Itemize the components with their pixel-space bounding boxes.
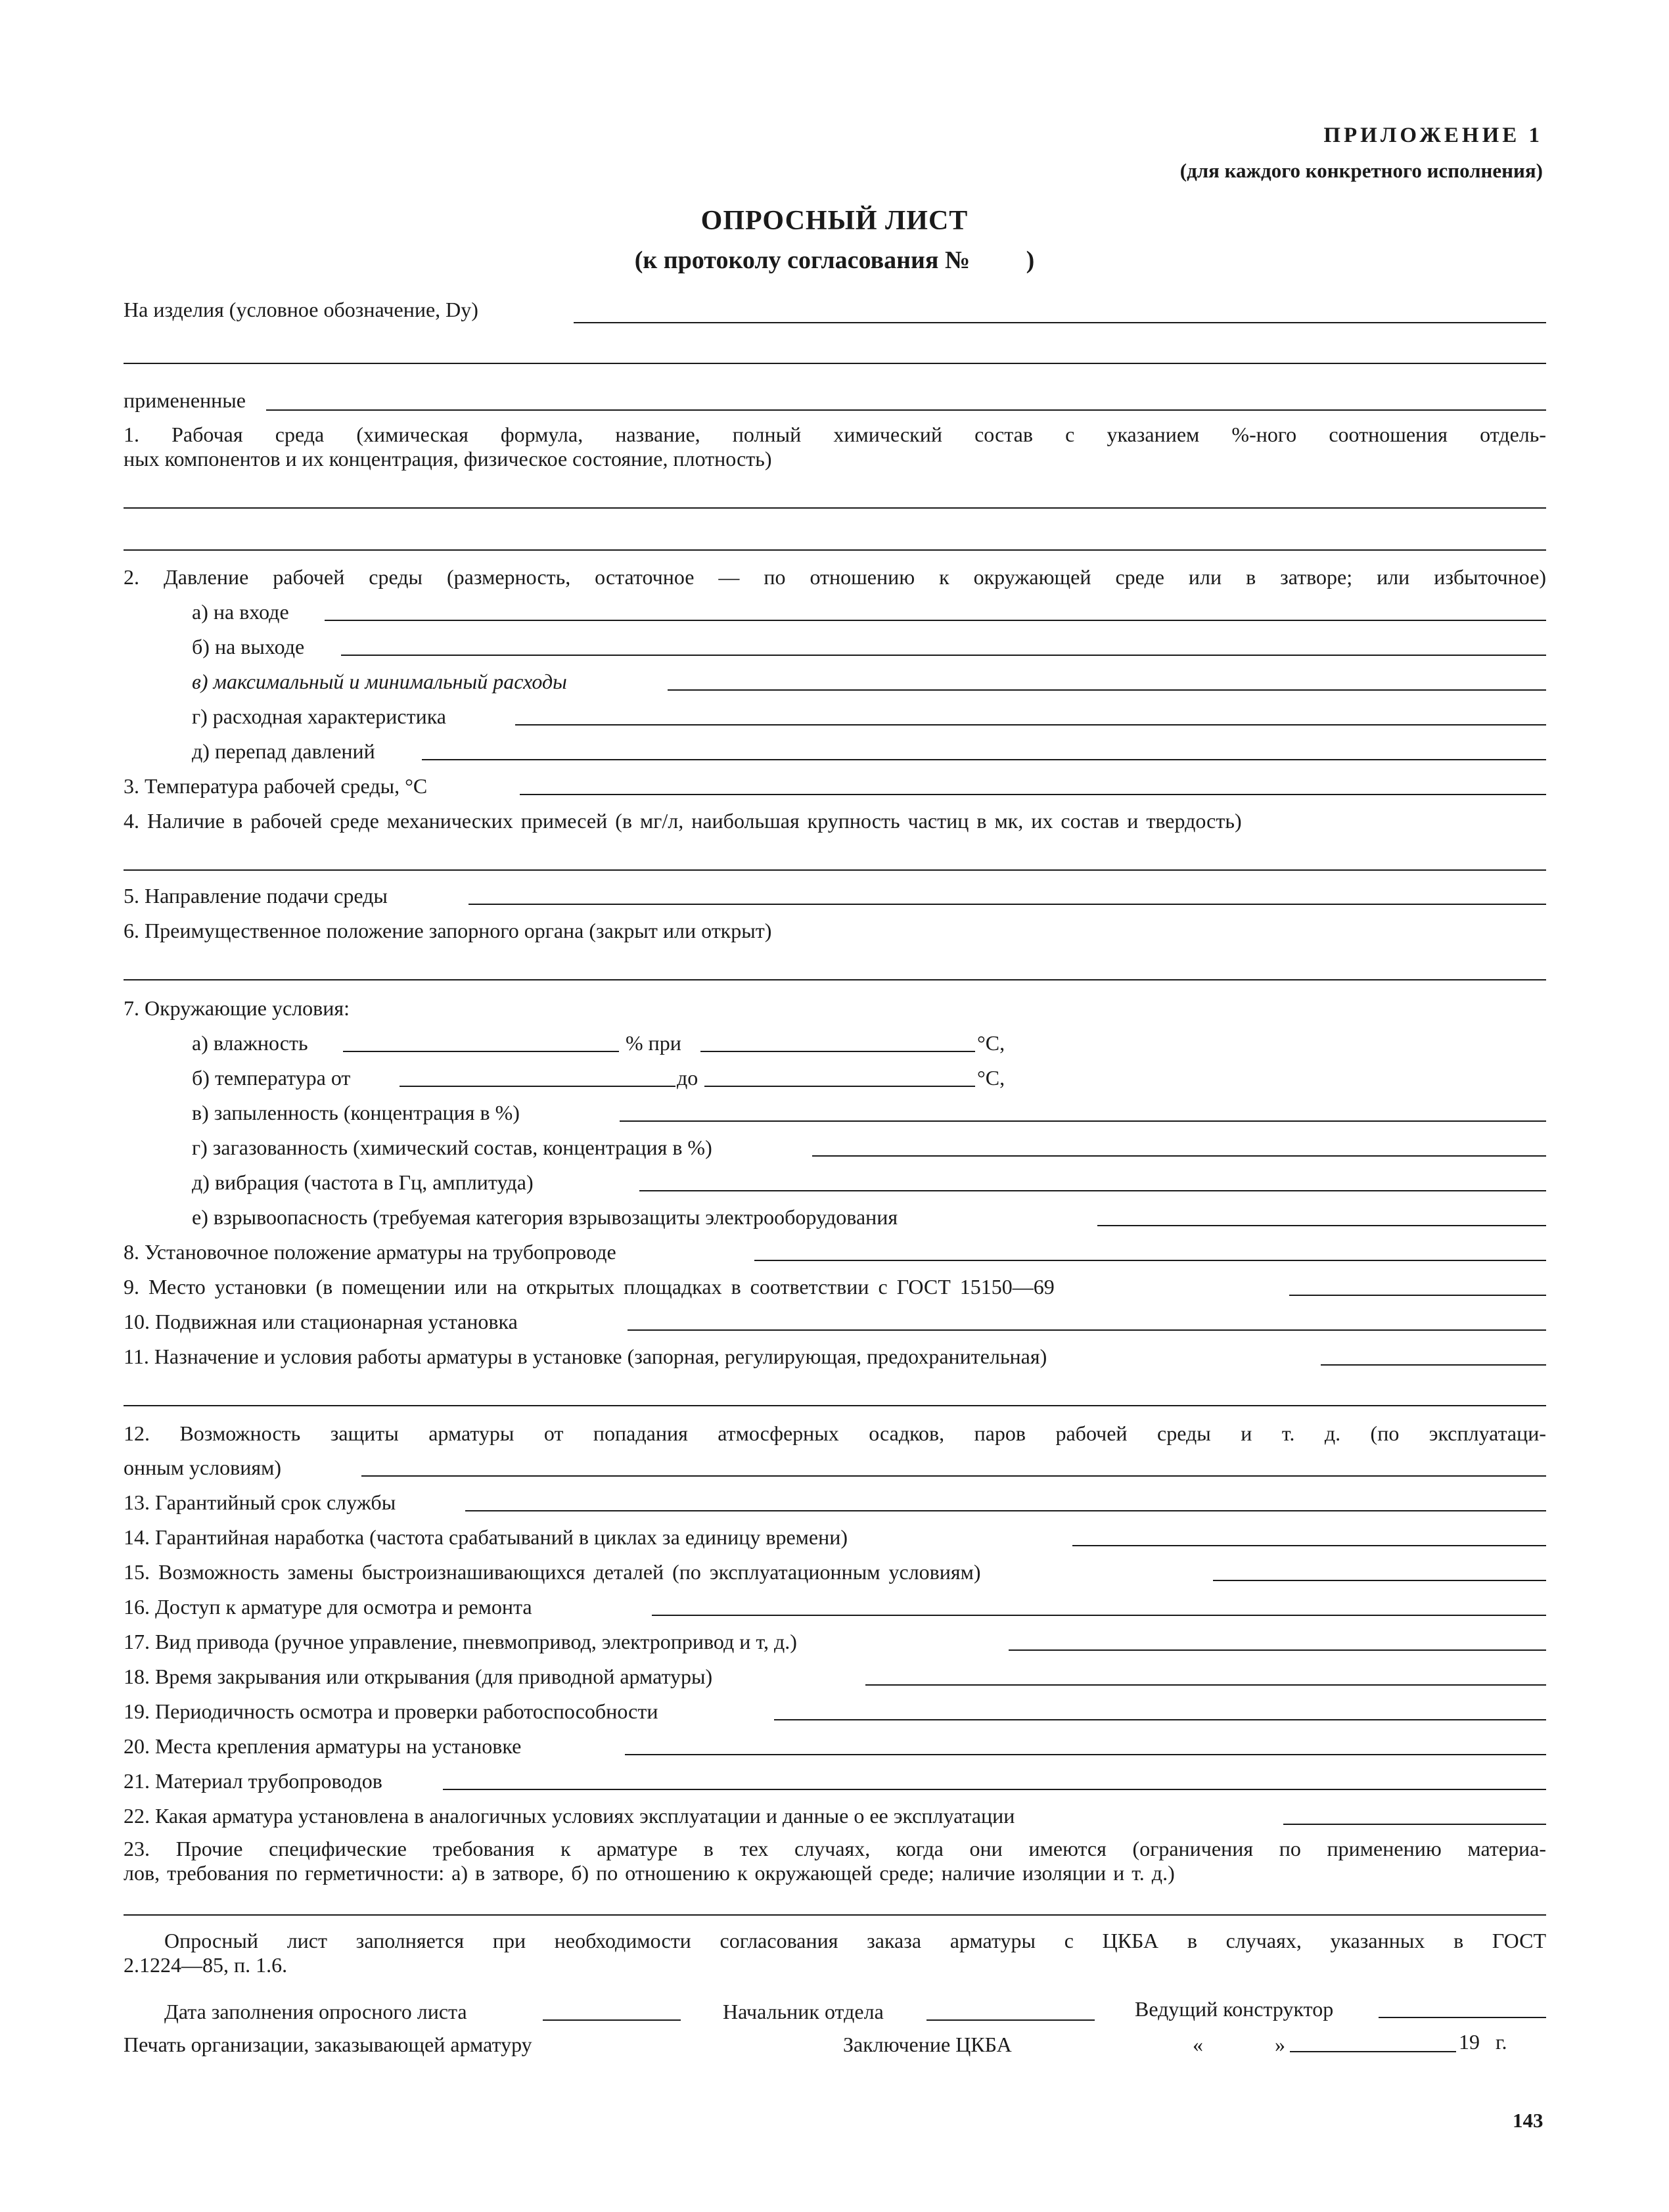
field-item-2e[interactable] [422, 759, 1546, 760]
footer-note-cont: 2.1224—85, п. 1.6. [124, 1953, 288, 1977]
item-7e-label: д) вибрация (частота в Гц, амплитуда) [192, 1170, 534, 1194]
item-2d-label: г) расходная характеристика [192, 704, 446, 728]
page-title: ОПРОСНЫЙ ЛИСТ [700, 206, 969, 236]
field-item-2b[interactable] [341, 655, 1546, 656]
item-1-text-cont: ных компонентов и их концентрация, физическое состояние, плотность) [124, 447, 772, 471]
field-item-3[interactable] [520, 794, 1546, 795]
field-item-2a[interactable] [325, 620, 1546, 621]
item-10-label: 10. Подвижная или стационарная установка [124, 1310, 518, 1333]
page-number: 143 [1513, 2109, 1543, 2132]
item-2e-label: д) перепад давлений [192, 739, 375, 763]
item-2c-label: в) максимальный и минимальный расходы [192, 670, 567, 693]
field-item-11-line2[interactable] [124, 1405, 1546, 1406]
field-humidity-temp[interactable] [700, 1051, 975, 1052]
item-21-label: 21. Материал трубопроводов [124, 1769, 382, 1793]
field-item-1-line1[interactable] [124, 507, 1546, 509]
field-item-2c[interactable] [668, 689, 1546, 691]
field-item-17[interactable] [1009, 1649, 1546, 1651]
field-item-4[interactable] [124, 869, 1546, 871]
field-item-14[interactable] [1072, 1545, 1546, 1546]
item-12-text: 12. Возможность защиты арматуры от попадания атмосферных осадков, паров рабочей среды и т. д. (по эксплуатаци- [124, 1421, 1546, 1445]
item-2a-label: а) на входе [192, 600, 289, 624]
field-item-7e[interactable] [639, 1190, 1546, 1191]
field-item-13[interactable] [465, 1510, 1546, 1511]
field-product[interactable] [574, 322, 1546, 323]
field-item-11[interactable] [1321, 1364, 1546, 1366]
footer-note: Опросный лист заполняется при необходимости согласования заказа арматуры с ЦКБА в случаях, указанных в ГОСТ [164, 1929, 1546, 1952]
field-temp-to[interactable] [704, 1086, 975, 1087]
item-22-label: 22. Какая арматура установлена в аналогичных условиях эксплуатации и данные о ее эксплуатации [124, 1804, 1015, 1828]
item-7b-to: до [677, 1066, 698, 1090]
item-2b-label: б) на выходе [192, 635, 305, 658]
label-lead-designer: Ведущий конструктор [1135, 1997, 1334, 2021]
item-3-label: 3. Температура рабочей среды, °C [124, 774, 428, 798]
label-dept-head: Начальник отдела [723, 2000, 884, 2023]
field-item-18[interactable] [865, 1684, 1546, 1686]
field-item-2d[interactable] [515, 724, 1546, 726]
field-item-8[interactable] [754, 1260, 1546, 1261]
field-item-6[interactable] [124, 979, 1546, 980]
field-fill-date[interactable] [543, 2019, 681, 2021]
appendix-title: ПРИЛОЖЕНИЕ 1 [1323, 124, 1543, 147]
item-20-label: 20. Места крепления арматуры на установке [124, 1734, 522, 1758]
item-7d-label: г) загазованность (химический состав, концентрация в %) [192, 1136, 712, 1159]
item-7a-degree: °C, [977, 1031, 1005, 1055]
item-7c-label: в) запыленность (концентрация в %) [192, 1101, 520, 1124]
label-ckba-conclusion: Заключение ЦКБА [843, 2033, 1012, 2056]
field-item-7f[interactable] [1097, 1225, 1546, 1226]
label-product: На изделия (условное обозначение, Dу) [124, 298, 478, 321]
field-item-10[interactable] [628, 1329, 1546, 1331]
item-7f-label: е) взрывоопасность (требуемая категория взрывозащиты электрооборудования [192, 1205, 898, 1229]
item-7b-label: б) температура от [192, 1066, 351, 1090]
field-item-21[interactable] [443, 1789, 1546, 1790]
item-23-text-cont: лов, требования по герметичности: а) в затворе, б) по отношению к окружающей среде; наличие изоляции и т. д.) [124, 1861, 1175, 1885]
field-item-7d[interactable] [812, 1155, 1546, 1157]
item-2-text: 2. Давление рабочей среды (размерность, остаточное — по отношению к окружающей среде или в затворе; или избыточное) [124, 565, 1546, 589]
item-6-text: 6. Преимущественное положение запорного органа (закрыт или открыт) [124, 919, 772, 942]
field-item-20[interactable] [625, 1754, 1546, 1755]
item-19-label: 19. Периодичность осмотра и проверки работоспособности [124, 1699, 658, 1723]
item-8-label: 8. Установочное положение арматуры на трубопроводе [124, 1240, 616, 1264]
field-item-5[interactable] [469, 904, 1546, 905]
field-dept-head[interactable] [926, 2019, 1095, 2021]
label-stamp: Печать организации, заказывающей арматуру [124, 2033, 532, 2056]
field-product-line2[interactable] [124, 363, 1546, 364]
field-item-7c[interactable] [620, 1120, 1546, 1122]
item-7b-degree: °C, [977, 1066, 1005, 1090]
label-applied: примененные [124, 388, 246, 412]
item-15-label: 15. Возможность замены быстроизнашивающихся деталей (по эксплуатационным условиям) [124, 1560, 981, 1584]
item-17-label: 17. Вид привода (ручное управление, пневмопривод, электропривод и т, д.) [124, 1630, 797, 1653]
label-fill-date: Дата заполнения опросного листа [164, 2000, 467, 2023]
item-18-label: 18. Время закрывания или открывания (для приводной арматуры) [124, 1665, 713, 1688]
date-quote-open: « [1193, 2033, 1203, 2056]
item-7a-percent: % при [626, 1031, 681, 1055]
item-14-label: 14. Гарантийная наработка (частота срабатываний в циклах за единицу времени) [124, 1525, 848, 1549]
field-conclusion-date[interactable] [1290, 2051, 1456, 2052]
date-quote-close: » [1275, 2033, 1285, 2056]
field-item-19[interactable] [774, 1719, 1546, 1720]
item-11-label: 11. Назначение и условия работы арматуры в установке (запорная, регулирующая, предохранительная) [124, 1345, 1047, 1368]
appendix-note: (для каждого конкретного исполнения) [1179, 159, 1543, 182]
field-item-12[interactable] [361, 1475, 1546, 1477]
item-16-label: 16. Доступ к арматуре для осмотра и ремонта [124, 1595, 532, 1619]
item-23-text: 23. Прочие специфические требования к арматуре в тех случаях, когда они имеются (ограничения по применению материа- [124, 1837, 1546, 1860]
field-item-16[interactable] [652, 1615, 1546, 1616]
field-item-15[interactable] [1213, 1580, 1546, 1581]
field-humidity[interactable] [343, 1051, 619, 1052]
item-13-label: 13. Гарантийный срок службы [124, 1490, 396, 1514]
date-year: 19 г. [1459, 2030, 1507, 2054]
field-item-1-line2[interactable] [124, 549, 1546, 551]
field-lead-designer[interactable] [1379, 2017, 1546, 2018]
field-item-9[interactable] [1289, 1295, 1546, 1296]
field-applied[interactable] [266, 409, 1546, 411]
item-7a-label: а) влажность [192, 1031, 308, 1055]
item-9-label: 9. Место установки (в помещении или на открытых площадках в соответствии с ГОСТ 15150—69 [124, 1275, 1055, 1299]
item-5-label: 5. Направление подачи среды [124, 884, 388, 908]
item-7-text: 7. Окружающие условия: [124, 996, 350, 1020]
field-temp-from[interactable] [400, 1086, 675, 1087]
field-item-22[interactable] [1283, 1824, 1546, 1825]
item-12-text-cont: онным условиям) [124, 1456, 282, 1479]
item-4-text: 4. Наличие в рабочей среде механических примесей (в мг/л, наибольшая крупность частиц в мк, их состав и твердость) [124, 809, 1242, 833]
field-item-23[interactable] [124, 1914, 1546, 1916]
page-subtitle: (к протоколу согласования № ) [634, 246, 1035, 274]
item-1-text: 1. Рабочая среда (химическая формула, название, полный химический состав с указанием %-ного соотношения отдель- [124, 423, 1546, 446]
